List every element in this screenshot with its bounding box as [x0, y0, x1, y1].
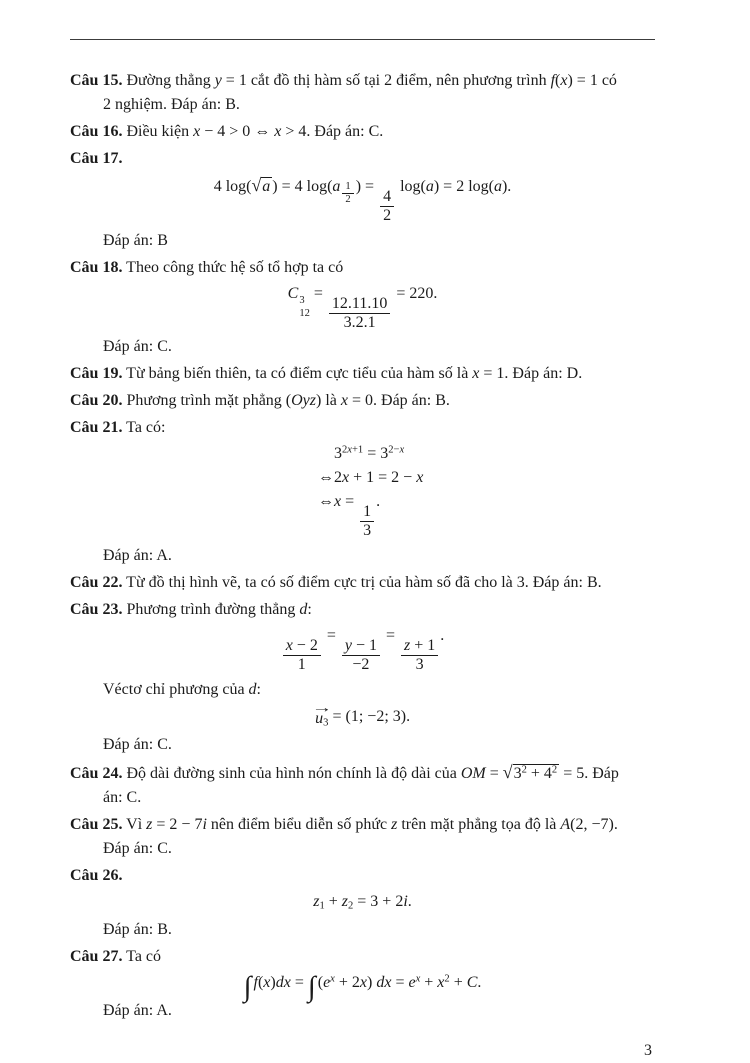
text-run: .	[376, 493, 381, 511]
question-paragraph	[70, 864, 655, 888]
text-run: 2 nghiệm. Đáp án: B.	[103, 96, 240, 113]
text-run: = 1 cắt đồ thị hàm số tại 2 điểm, nên phương trình	[221, 72, 551, 89]
answer-line	[103, 678, 655, 702]
question-item	[70, 945, 655, 1023]
answer-line	[103, 229, 655, 253]
math-run: x	[342, 469, 350, 487]
text-run: (	[555, 72, 561, 89]
text-run: Đáp án: A.	[103, 547, 172, 565]
text-run: Điều kiện	[126, 123, 194, 140]
question-label: Câu 19.	[70, 365, 123, 383]
text-run: 2	[345, 193, 351, 205]
question-label: Câu 25.	[70, 815, 123, 833]
math-run: d	[248, 680, 257, 698]
fraction	[358, 503, 376, 540]
text-run: 1	[297, 655, 306, 673]
question-item	[70, 864, 655, 942]
math-run: i	[202, 815, 207, 833]
text-run: Đáp án: B.	[103, 920, 172, 938]
math-run: x	[437, 973, 445, 991]
text-run: 3	[363, 522, 372, 540]
fraction-numerator	[380, 188, 394, 207]
text-run: )	[367, 973, 377, 991]
text-run: 3	[513, 764, 522, 782]
text-run: =	[341, 493, 359, 511]
text-run: (	[317, 973, 324, 991]
question-label: Câu 18.	[70, 258, 123, 276]
text-run: Đáp án: C.	[103, 735, 172, 753]
math-run: x	[416, 469, 424, 487]
math-run: x	[560, 72, 568, 89]
fraction-denominator	[380, 207, 394, 225]
text-run: = 1. Đáp án: D.	[479, 365, 583, 383]
math-run: x	[330, 973, 335, 985]
text-run: − 4 > 0 ⇔	[200, 123, 275, 140]
text-run: =	[309, 284, 327, 302]
text-run: ) = 1 có	[567, 72, 617, 89]
stacked-superscript	[299, 295, 304, 308]
math-run: f	[550, 72, 556, 89]
radical-sign-icon: √	[251, 175, 262, 195]
math-run: dx	[376, 973, 392, 991]
equation-row	[318, 442, 655, 466]
text-run: Độ dài đường sinh của hình nón chính là độ dài của	[126, 764, 461, 782]
fraction	[399, 637, 440, 674]
question-paragraph	[70, 362, 655, 386]
text-run: trên mặt phẳng tọa độ là	[397, 815, 561, 833]
text-run: Phương trình mặt phẳng (	[126, 392, 292, 410]
math-run: e	[323, 973, 331, 991]
fraction	[340, 181, 355, 204]
text-run: án: C.	[103, 788, 142, 806]
question-item	[70, 362, 655, 386]
text-run: Đáp án: A.	[103, 1001, 172, 1019]
text-run: Theo công thức hệ số tổ hợp ta có	[126, 258, 344, 276]
math-run: f	[253, 973, 258, 991]
math-run: z	[146, 815, 153, 833]
text-run: + 1	[410, 637, 436, 655]
question-item	[70, 598, 655, 757]
question-label: Câu 23.	[70, 601, 123, 619]
question-paragraph	[70, 120, 655, 144]
fraction	[378, 188, 396, 225]
text-run: 12.11.10	[331, 294, 388, 312]
question-paragraph	[70, 147, 655, 171]
fraction-denominator	[342, 194, 353, 205]
text-run: = 3 + 2	[353, 892, 404, 910]
text-run: = 2 − 7	[152, 815, 203, 833]
question-label: Câu 22.	[70, 574, 123, 592]
fraction	[327, 295, 392, 332]
question-item	[70, 760, 655, 810]
text-run: (2, −7).	[570, 815, 618, 833]
fraction-denominator	[341, 314, 379, 332]
text-run: =	[382, 627, 400, 645]
text-run: 1	[345, 181, 351, 193]
solutions-list	[70, 69, 655, 1023]
integral-sign: ∫	[307, 970, 316, 1003]
question-paragraph	[70, 760, 655, 810]
answer-line	[103, 335, 655, 359]
question-label: Câu 27.	[70, 947, 123, 965]
question-paragraph	[70, 945, 655, 969]
text-run: = 220.	[392, 284, 438, 302]
text-run: −2	[352, 655, 370, 673]
math-run: C	[287, 284, 299, 302]
text-run: ) = 4 log(	[272, 178, 333, 195]
text-run: Từ đồ thị hình vẽ, ta có số điểm cực trị của hàm số đã cho là 3. Đáp án: B.	[126, 574, 602, 592]
text-run: 3	[323, 717, 329, 729]
text-run: 2	[348, 900, 354, 912]
text-run: ) là	[316, 392, 341, 410]
text-run: :	[307, 601, 312, 619]
text-run: +	[449, 973, 467, 991]
text-run: 12	[299, 307, 310, 319]
answer-line	[103, 918, 655, 942]
text-run: +	[420, 973, 438, 991]
math-run: x	[359, 973, 367, 991]
question-paragraph	[70, 389, 655, 413]
math-run: x	[334, 493, 342, 511]
math-run: e	[408, 973, 416, 991]
answer-line	[103, 733, 655, 757]
math-run: x	[340, 392, 348, 410]
math-run: a	[332, 178, 341, 195]
text-run: − 1	[351, 637, 377, 655]
equation-row	[318, 466, 655, 490]
math-run: x	[399, 445, 405, 457]
fraction	[281, 637, 323, 674]
text-run: nên điểm biểu diễn số phức	[206, 815, 392, 833]
fraction-denominator	[295, 656, 309, 674]
text-run: > 4. Đáp án: C.	[281, 123, 384, 140]
square-root	[251, 175, 272, 195]
fraction	[340, 637, 382, 674]
text-run: 3.2.1	[343, 313, 376, 331]
text-run: ⇔	[318, 493, 334, 511]
text-run: ⇔2	[318, 469, 342, 487]
radical-sign-icon: √	[502, 761, 513, 782]
question-label: Câu 15.	[70, 72, 123, 89]
text-run: (	[257, 973, 264, 991]
text-run: =	[322, 627, 340, 645]
stacked-subscript	[299, 308, 310, 321]
text-run: 1	[319, 900, 325, 912]
vector-notation	[311, 699, 332, 729]
text-run: =	[391, 973, 409, 991]
display-formula	[70, 890, 655, 914]
fraction-denominator	[349, 656, 372, 674]
radicand	[513, 764, 560, 782]
display-formula	[70, 970, 655, 1003]
text-run: ) =	[355, 178, 379, 195]
fraction-numerator	[401, 637, 438, 656]
text-run: Ta có:	[126, 419, 166, 437]
text-run: 2	[521, 764, 527, 776]
text-run: +	[324, 892, 342, 910]
square-root	[502, 761, 559, 782]
text-run: log(	[396, 178, 426, 195]
question-paragraph	[70, 571, 655, 595]
question-label: Câu 20.	[70, 392, 123, 410]
text-run: − 2	[292, 637, 318, 655]
text-run: =	[290, 973, 308, 991]
text-run: 3	[299, 294, 305, 306]
text-run: + 1 = 2 −	[349, 469, 417, 487]
math-run: A	[560, 815, 571, 833]
text-run: 2	[383, 206, 392, 224]
math-run: z	[313, 892, 320, 910]
superscript	[552, 765, 557, 776]
answer-line	[103, 544, 655, 568]
question-item	[70, 69, 655, 117]
text-run: 4 log(	[213, 178, 252, 195]
question-paragraph	[70, 416, 655, 440]
sup-sub-stack	[299, 295, 310, 320]
math-run: z	[391, 815, 398, 833]
question-paragraph	[70, 256, 655, 280]
math-run: OM	[460, 764, 486, 782]
question-paragraph	[70, 69, 655, 117]
question-item	[70, 120, 655, 144]
text-run: .	[440, 627, 445, 645]
text-run: = (1; −2; 3).	[328, 707, 411, 725]
math-run: x	[263, 973, 271, 991]
display-formula	[70, 624, 655, 674]
math-run: x	[193, 123, 201, 140]
math-run: C	[466, 973, 478, 991]
question-item	[70, 147, 655, 253]
vector-arrow-icon: →	[311, 699, 332, 715]
text-run: 1	[363, 503, 372, 521]
radicand	[261, 177, 272, 195]
math-run: i	[403, 892, 408, 910]
math-run: d	[299, 601, 308, 619]
equation-row	[318, 490, 655, 540]
question-label: Câu 21.	[70, 419, 123, 437]
text-run: 2	[444, 973, 450, 985]
text-run: 2	[342, 445, 348, 457]
text-run: Ta có	[126, 947, 162, 965]
header-rule	[70, 39, 655, 40]
question-item	[70, 813, 655, 861]
integral-sign: ∫	[243, 970, 252, 1003]
question-item	[70, 571, 655, 595]
math-run: x	[274, 123, 282, 140]
text-run: .	[477, 973, 482, 991]
text-run: + 4	[526, 764, 552, 782]
superscript	[342, 445, 363, 456]
math-run: y	[344, 637, 352, 655]
fraction-numerator	[283, 637, 321, 656]
question-label: Câu 26.	[70, 866, 123, 884]
equation-block	[318, 442, 655, 540]
page-number: 3	[644, 1041, 652, 1059]
text-run: .	[407, 892, 412, 910]
text-run: Đáp án: C.	[103, 338, 172, 356]
question-label: Câu 17.	[70, 150, 123, 167]
fraction-numerator	[342, 181, 353, 193]
display-formula	[70, 173, 655, 225]
text-run: 4	[383, 187, 392, 205]
text-run: =	[485, 764, 503, 782]
superscript	[340, 178, 355, 205]
question-item	[70, 416, 655, 568]
text-run: ) = 2 log(	[433, 178, 494, 195]
math-run: x	[285, 637, 293, 655]
math-run: Oyz	[291, 392, 317, 410]
question-item	[70, 389, 655, 413]
question-item	[70, 256, 655, 360]
text-run: Đường thẳng	[126, 72, 215, 89]
question-label: Câu 16.	[70, 123, 123, 140]
text-run: = 3	[363, 445, 389, 463]
math-run: y	[214, 72, 222, 89]
text-run: Từ bảng biến thiên, ta có điểm cực tiểu của hàm số là	[126, 365, 473, 383]
math-run: a	[425, 178, 434, 195]
text-run: )	[270, 973, 276, 991]
text-run: :	[256, 680, 261, 698]
text-run: ).	[501, 178, 512, 195]
fraction-denominator	[413, 656, 427, 674]
text-run: Véctơ chỉ phương của	[103, 680, 249, 698]
fraction-numerator	[329, 295, 390, 314]
question-paragraph	[70, 813, 655, 861]
math-run: x	[347, 445, 352, 457]
math-run: u	[315, 710, 324, 728]
fraction-denominator	[360, 522, 374, 540]
text-run: 3	[415, 655, 424, 673]
text-run: + 2	[334, 973, 360, 991]
fraction-numerator	[342, 637, 380, 656]
supsub-base	[288, 285, 299, 302]
math-run: z	[341, 892, 348, 910]
math-run: a	[493, 178, 502, 195]
answer-line	[103, 999, 655, 1023]
text-run: Đáp án: B	[103, 231, 168, 249]
display-formula	[70, 699, 655, 729]
text-run: Đáp án: C.	[103, 839, 172, 857]
text-run: 2−	[388, 445, 400, 457]
question-paragraph	[70, 598, 655, 622]
math-run: x	[415, 973, 421, 985]
display-formula	[70, 282, 655, 332]
fraction-numerator	[360, 503, 374, 522]
math-run: x	[472, 365, 480, 383]
text-run: 3	[334, 445, 342, 463]
text-run: Vì	[126, 815, 147, 833]
text-run: +1	[351, 445, 364, 457]
question-label: Câu 24.	[70, 764, 123, 782]
math-run: a	[262, 178, 271, 195]
text-run: = 5. Đáp	[559, 764, 619, 782]
text-run: Phương trình đường thẳng	[126, 601, 300, 619]
math-run: z	[404, 637, 411, 655]
text-run: = 0. Đáp án: B.	[348, 392, 450, 410]
math-run: dx	[275, 973, 291, 991]
superscript	[388, 445, 404, 456]
text-run: 2	[551, 764, 558, 776]
